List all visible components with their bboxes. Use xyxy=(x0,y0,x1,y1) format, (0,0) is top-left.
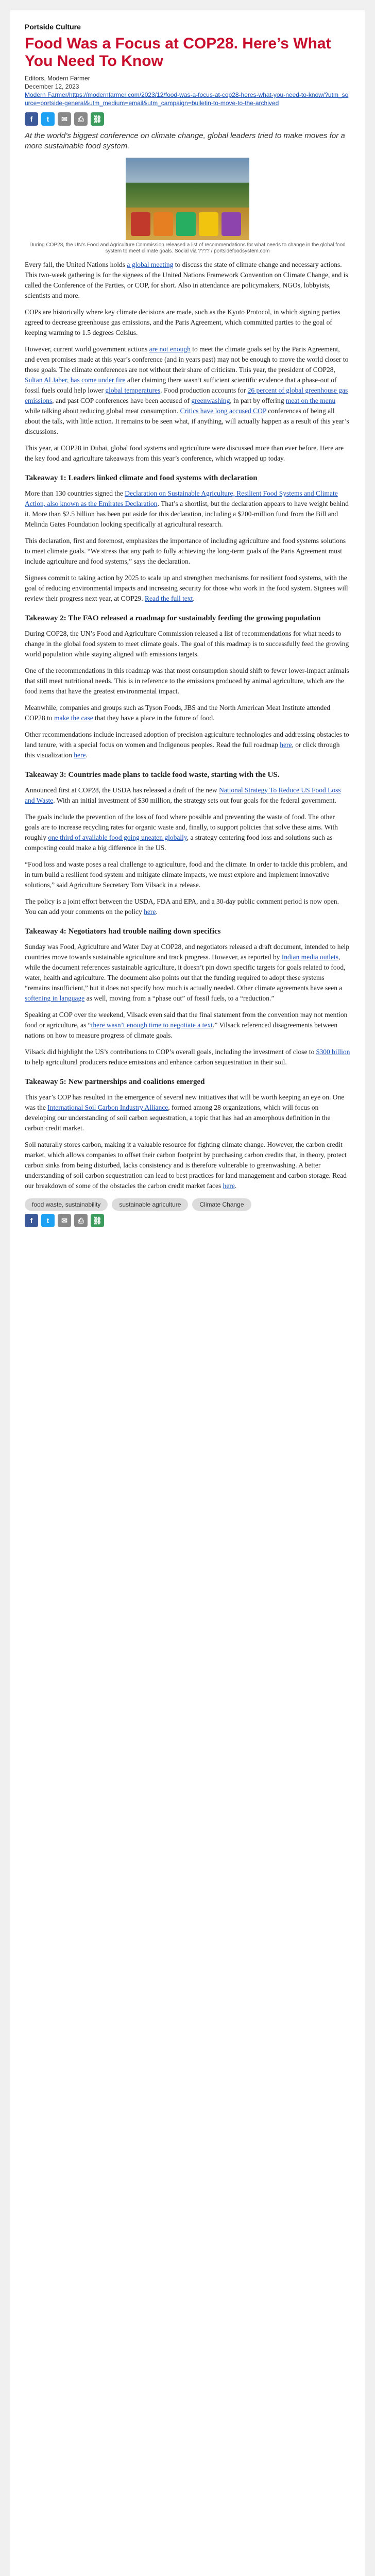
inline-link[interactable]: National Strategy To Reduce US Food Loss and Waste xyxy=(25,786,341,804)
paragraph: More than 130 countries signed the Declaration on Sustainable Agriculture, Resilient Food Systems and Climate Action, also known as the Emirates Declaration. That’s a shortlist, but the declaration appears to have weight behind it. More than $2.5 billion has been put aside for this declaration, including a $200-million fund from the Bill and Melinda Gates Foundation looking specifically at agricultural research. xyxy=(25,489,349,528)
section-heading: Takeaway 2: The FAO released a roadmap for sustainably feeding the growing population xyxy=(25,614,321,622)
paragraph: Announced first at COP28, the USDA has released a draft of the new National Strategy To Reduce US Food Loss and Waste. With an initial investment of $30 million, the strategy sets out four goals for the federal government. xyxy=(25,786,341,804)
section-heading: Takeaway 1: Leaders linked climate and food systems with declaration xyxy=(25,474,258,482)
paragraph: The policy is a joint effort between the USDA, FDA and EPA, and a 30-day public comment period is now open. You can add your comments on the policy here. xyxy=(25,897,339,916)
paragraph: One of the recommendations in this roadmap was that most consumption should shift to fewer lower-impact animals that still meet nutritional needs. This is in reference to the emissions produced by animal agriculture, which are the food items that have the greatest environmental impact. xyxy=(25,667,349,695)
link-icon[interactable]: ⛓ xyxy=(91,112,104,126)
inline-link[interactable]: are not enough xyxy=(149,345,191,353)
inline-link[interactable]: International Soil Carbon Industry Alliance xyxy=(47,1104,168,1111)
inline-link[interactable]: here xyxy=(74,751,86,759)
paragraph: During COP28, the UN’s Food and Agriculture Commission released a list of recommendations for what needs to change in the global food system to meet climate goals. The goal of this roadmap is to successfully feed the growing world population while staying aligned with emissions targets. xyxy=(25,630,349,658)
inline-link[interactable]: here xyxy=(280,741,292,749)
tag-list xyxy=(25,1198,350,1211)
section-heading: Takeaway 3: Countries made plans to tackle food waste, starting with the US. xyxy=(25,771,280,779)
twitter-icon[interactable]: t xyxy=(41,1214,55,1227)
share-row-bottom xyxy=(10,1214,365,1227)
email-icon[interactable]: ✉ xyxy=(58,112,71,126)
paragraph: This declaration, first and foremost, emphasizes the importance of including agriculture and food systems solutions to meet climate goals. “We stress that any path to fully achieving the long-term goals of the Paris Agreement must include agriculture and food systems,” says the declaration. xyxy=(25,537,346,565)
paragraph: Every fall, the United Nations holds a global meeting to discuss the state of climate change and necessary actions. This two-week gathering is for the signees of the United Nations Framework Convention on Climate Change, and is called the Conference of the Parties, or COP, for short. Also in attendance are policymakers, NGOs, lobbyists, scientists and more. xyxy=(25,261,348,299)
paragraph: This year, at COP28 in Dubai, global food systems and agriculture were discussed more than ever before. Here are the key food and agriculture takeaways from this year’s conference, which wrapped up today. xyxy=(25,444,344,462)
inline-link[interactable]: global temperatures xyxy=(105,386,161,394)
inline-link[interactable]: one third of available food going uneaten globally xyxy=(48,834,187,841)
section-heading: Takeaway 4: Negotiators had trouble nailing down specifics xyxy=(25,927,221,936)
market-photo xyxy=(126,158,249,240)
article-body xyxy=(10,260,365,1211)
link-icon[interactable]: ⛓ xyxy=(91,1214,104,1227)
inline-link[interactable]: greenwashing xyxy=(191,397,230,404)
inline-link[interactable]: Critics have long accused COP xyxy=(180,407,266,415)
print-icon[interactable]: ⎙ xyxy=(74,112,88,126)
article-author: Editors, Modern Farmer xyxy=(25,75,90,82)
share-row-top xyxy=(25,112,350,126)
inline-link[interactable]: softening in language xyxy=(25,994,85,1002)
inline-link[interactable]: make the case xyxy=(54,714,93,722)
inline-link[interactable]: there wasn’t enough time to negotiate a text xyxy=(91,1021,213,1029)
email-icon[interactable]: ✉ xyxy=(58,1214,71,1227)
paragraph: Signees commit to taking action by 2025 to scale up and strengthen mechanisms for resilient food systems, with the goal of reducing environmental impacts and increasing security for those who work in the food system. Signees will review their progress next year, at COP29. Read the full text. xyxy=(25,574,348,602)
article-header xyxy=(10,10,365,255)
inline-link[interactable]: $300 billion xyxy=(316,1048,350,1056)
photo-stall xyxy=(176,212,196,236)
paragraph: Vilsack did highlight the US’s contributions to COP’s overall goals, including the investment of close to $300 billion to help agricultural producers reduce emissions and enhance carbon sequestration in their soil. xyxy=(25,1048,350,1066)
paragraph: Speaking at COP over the weekend, Vilsack even said that the final statement from the convention may not mention food or agriculture, as “there wasn’t enough time to negotiate a text.” Vilsack referenced disagreements between nations on how to measure progress of climate goals. xyxy=(25,1011,348,1039)
paragraph: Soil naturally stores carbon, making it a valuable resource for fighting climate change. However, the carbon credit market, which allows companies to offset their carbon footprint by purchasing carbon credits that, in theory, protect carbon sinks from being disturbed, lacks consistency and is therefore vulnerable to greenwashing. A better understanding of soil carbon sequestration can lead to best practices for land management and carbon storage. Read our breakdown of some of the obstacles the carbon credit market faces here. xyxy=(25,1141,347,1190)
paragraph: COPs are historically where key climate decisions are made, such as the Kyoto Protocol, in which signing parties agreed to decrease greenhouse gas emissions, and the Paris Agreement, which committed parties to the goal of keeping warming to 1.5 degrees Celsius. xyxy=(25,308,340,336)
inline-link[interactable]: here xyxy=(223,1182,235,1190)
photo-stall xyxy=(199,212,218,236)
facebook-icon[interactable]: f xyxy=(25,1214,38,1227)
newsletter-brand: Portside Culture xyxy=(25,23,81,31)
photo-stall xyxy=(154,212,173,236)
photo-stall xyxy=(221,212,241,236)
photo-caption: During COP28, the UN’s Food and Agriculture Commission released a list of recommendations for what needs to change in the global food system to meet climate goals. Social via ???? / portsidefoodsystem.com xyxy=(29,242,346,254)
photo-block xyxy=(25,158,350,255)
inline-link[interactable]: a global meeting xyxy=(127,261,174,268)
photo-stall xyxy=(131,212,150,236)
inline-link[interactable]: Sultan Al Jaber, has come under fire xyxy=(25,376,126,384)
inline-link[interactable]: Declaration on Sustainable Agriculture, Resilient Food Systems and Climate Action, also known as the Emirates Declaration xyxy=(25,489,338,507)
inline-link[interactable]: 26 percent of global greenhouse gas emissions xyxy=(25,386,348,404)
article-headline[interactable]: Food Was a Focus at COP28. Here’s What You Need To Know xyxy=(25,35,331,70)
inline-link[interactable]: Indian media outlets xyxy=(281,953,339,961)
paragraph: The goals include the prevention of the loss of food where possible and preventing the waste of food. The other goals are to increase recycling rates for organic waste and, finally, to support policies that solve these aims. With roughly one third of available food going uneaten globally, a strategy centering food loss and solutions such as composting could make a big difference in the US. xyxy=(25,813,338,852)
article-date: December 12, 2023 xyxy=(25,83,79,90)
tag-chip[interactable]: sustainable agriculture xyxy=(112,1198,188,1211)
inline-link[interactable]: here xyxy=(144,908,156,916)
section-heading: Takeaway 5: New partnerships and coalitions emerged xyxy=(25,1078,205,1086)
paragraph: However, current world government actions are not enough to meet the climate goals set by the Paris Agreement, and even promises made at this year’s conference (and in years past) may not be enough to move the world closer to those goals. The climate conferences are not without their share of criticism. This year, the president of COP28, Sultan Al Jaber, has come under fire after claiming there wasn’t sufficient scientific evidence that a phase-out of fossil fuels could help lower global temperatures. Food production accounts for 26 percent of global greenhouse gas emissions, and past COP conferences have been accused of greenwashing, in part by offering meat on the menu while talking about reducing global meat consumption. Critics have long accused COP conferences of being all about the talk, with little action. It remains to be seen what, if anything, will actually happen as a result of this year’s discussions. xyxy=(25,345,349,435)
article-dek: At the world’s biggest conference on climate change, global leaders tried to make moves for a more sustainable food system. xyxy=(25,131,345,150)
email-card xyxy=(10,10,365,2576)
paragraph: Meanwhile, companies and groups such as Tyson Foods, JBS and the North American Meat Institute attended COP28 to make the case that they have a place in the future of food. xyxy=(25,704,331,722)
print-icon[interactable]: ⎙ xyxy=(74,1214,88,1227)
facebook-icon[interactable]: f xyxy=(25,112,38,126)
tag-chip[interactable]: food waste, sustainability xyxy=(25,1198,108,1211)
tag-chip[interactable]: Climate Change xyxy=(192,1198,251,1211)
paragraph: Other recommendations include increased adoption of precision agriculture technologies and addressing obstacles to land tenure, with a special focus on women and Indigenous peoples. Read the full roadmap here, or click through this visualization here. xyxy=(25,731,349,759)
paragraph: Sunday was Food, Agriculture and Water Day at COP28, and negotiators released a draft document, intended to help countries move towards sustainable agriculture and track progress. However, as reported by Indian media outlets, while the document references sustainable agriculture, it doesn’t pin down specific targets for goals related to food, water, health and agriculture. The document also points out that the funding required to adopt these systems “remains insufficient,” but it does not specify how much is actually needed. Other climate agreements have seen a softening in language as well, moving from a “phase out” of fossil fuels, to a “reduction.” xyxy=(25,943,350,1002)
inline-link[interactable]: meat on the menu xyxy=(285,397,336,404)
paragraph: “Food loss and waste poses a real challenge to agriculture, food and the climate. In order to tackle this problem, and in turn build a resilient food system and mitigate climate impacts, we must explore and implement innovative solutions,” said Agriculture Secretary Tom Vilsack in a release. xyxy=(25,860,348,889)
paragraph: This year’s COP has resulted in the emergence of several new initiatives that will be worth keeping an eye on. One was the International Soil Carbon Industry Alliance, formed among 28 organizations, which will focus on developing our understanding of soil carbon sequestration, a topic that has had an amorphous definition in the carbon credit market. xyxy=(25,1093,345,1132)
twitter-icon[interactable]: t xyxy=(41,112,55,126)
inline-link[interactable]: Read the full text xyxy=(145,595,193,602)
source-link[interactable]: Modern Farmer/https://modernfarmer.com/2023/12/food-was-a-focus-at-cop28-heres-what-you-need-to-know/?utm_source=portside-general&utm_medium=email&utm_campaign=bulletin-to-move-to-the-archived xyxy=(25,91,349,107)
